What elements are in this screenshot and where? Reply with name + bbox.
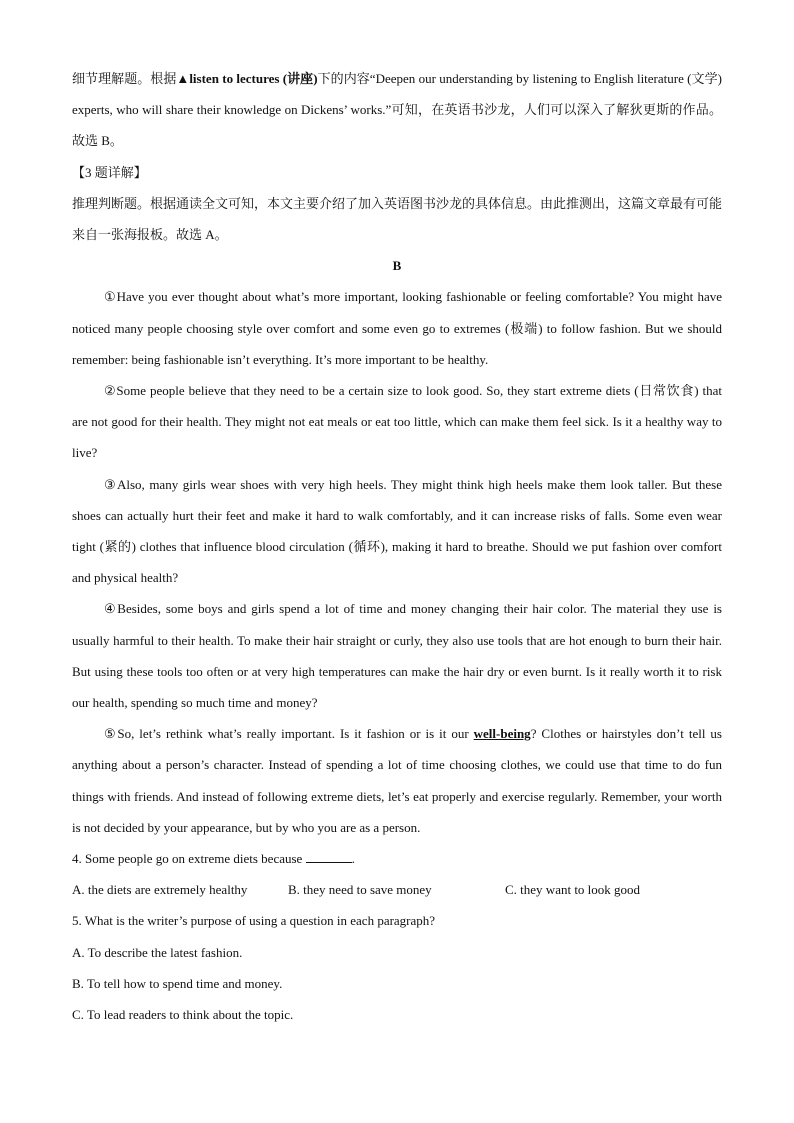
explanation-q3: 推理判断题。根据通读全文可知，本文主要介绍了加入英语图书沙龙的具体信息。由此推测出，这篇文章最有可能来自一张海报板。故选 A。 [72,195,723,243]
question-5-option-b: B. To tell how to spend time and money. [72,975,283,991]
question-4-options [72,874,722,905]
passage-paragraph-3: ③Also, many girls wear shoes with very high heels. They might think high heels make them look taller. But these shoes can actually hurt their feet and make it hard to walk comfortably, and it can increase risks of falls. Some even wear tight (紧的) clothes that influence blood circulation (循环), making it hard to breathe. Should we put fashion over comfort and physical health? [72,476,722,586]
question-4-stem [72,843,722,874]
paragraph-5-after: ? Clothes or hairstyles don’t tell us anything about a person’s character. Instead of spending a lot of time choosing clothes, we could use that time to do fun things with friends. And instead of following extreme diets, let’s eat properly and exercise regularly. Remember, your worth is not decided by your appearance, but by who you are as a person. [72,726,722,835]
option-c: C. they want to look good [505,882,641,898]
answer-blank [306,852,352,863]
explanation-q2-part2: 下的内容“Deepen our understanding by listening to English literature (文学) experts, who will share their knowledge on Dickens’ works.”可知，在英语书沙龙，人们可以深入了解狄更斯的作品。故选 B。 [72,71,722,149]
option-b: B. they need to save money [288,882,432,898]
question-5-stem: 5. What is the writer’s purpose of using a question in each paragraph? [72,913,436,929]
page-content [72,63,722,1030]
heading-q3: 【3 题详解】 [72,164,147,180]
underlined-term: well-being [473,726,531,742]
explanation-q2 [72,63,722,157]
section-title: B [392,258,402,274]
question-5-option-a: A. To describe the latest fashion. [72,944,243,960]
passage-paragraph-2: ②Some people believe that they need to be a certain size to look good. So, they start extreme diets (日常饮食) that are not good for their health. They might not eat meals or eat too little, which can make them feel sick. Is it a healthy way to live? [72,383,722,461]
passage-paragraph-1: ①Have you ever thought about what’s more important, looking fashionable or feeling comfortable? You might have noticed many people choosing style over comfort and some even go to extremes (极端) to follow fashion. But we should remember: being fashionable isn’t everything. It’s more important to be healthy. [72,289,722,367]
explanation-q2-part1: 细节理解题。根据 [72,71,177,86]
question-4-end: . [351,851,355,867]
passage-paragraph-4: ④Besides, some boys and girls spend a lot of time and money changing their hair color. The material they use is usually harmful to their health. To make their hair straight or curly, they also use tools that are hot enough to burn their hair. But using these tools too often or at very high temperatures can make the hair dry or even burnt. Is it really worth it to risk our health, spending so much time and money? [72,601,722,711]
option-a: A. the diets are extremely healthy [72,882,248,898]
explanation-q2-bold-term: ▲listen to lectures (讲座) [176,71,318,86]
question-4-text: 4. Some people go on extreme diets because [72,851,303,867]
question-5-option-c: C. To lead readers to think about the topic. [72,1007,294,1023]
paragraph-5-before: ⑤So, let’s rethink what’s really important. Is it fashion or is it our [104,726,474,742]
passage-paragraph-5 [72,718,722,843]
